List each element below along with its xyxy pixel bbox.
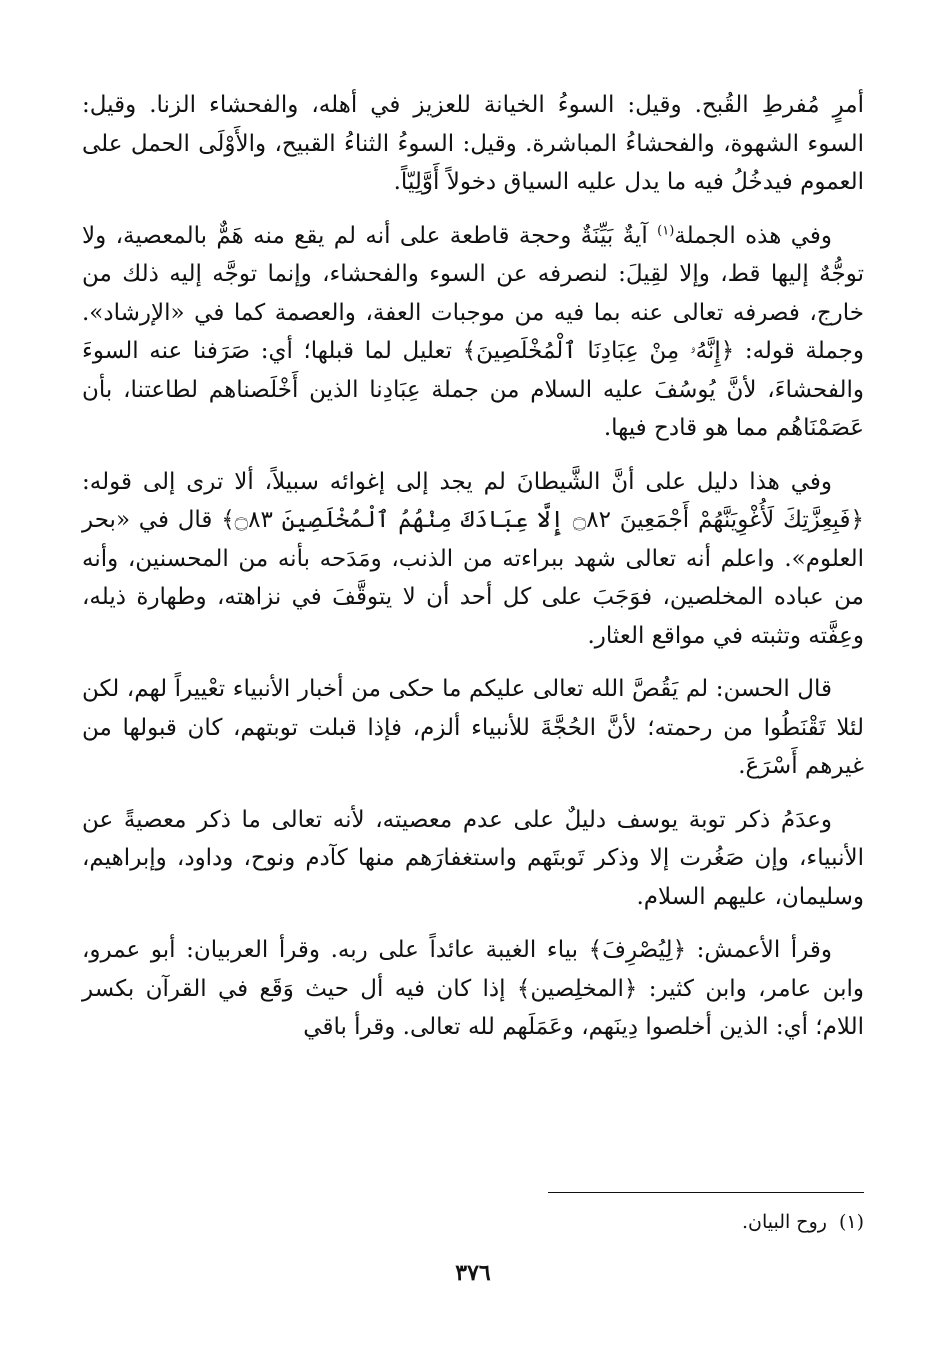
paragraph [82,931,864,1047]
footnote-number: (١) [838,1211,864,1233]
footnote-separator [548,1192,864,1193]
footnote [742,1208,864,1236]
paragraph-text: وفي هذا دليل على أنَّ الشَّيطانَ لم يجد إلى إغوائه سبيلاً، ألا ترى إلى قوله: ﴿فَبِعِزَّتِكَ لَأُغْوِيَنَّهُمْ أَجْمَعِينَ ۝٨٢ إِلَّا عِبَادَكَ مِنْهُمُ ٱلْمُخْلَصِينَ ۝٨٣﴾ قال في «بحر العلوم». واعلم أنه تعالى شهد ببراءته من الذنب، ومَدَحه بأنه من المحسنين، وأنه من عباده المخلصين، فوَجَبَ على كل أحد أن لا يتوقَّفَ في نزاهته، وطهارة ذيله، وعِفَّته وتثبته في مواقع العثار. [82,468,864,649]
footnote-text: روح البيان. [741,1211,827,1233]
paragraph [82,463,864,656]
paragraph-text: وقرأ الأعمش: ﴿لِيُصْرِفَ﴾ بياء الغيبة عائداً على ربه. وقرأ العربيان: أبو عمرو، وابن عامر، وابن كثير: ﴿المخلِصين﴾ إذا كان فيه أل حيث وَقَع في القرآن بكسر اللام؛ أي: الذين أخلصوا دِينَهم، وعَمَلَهم لله تعالى. وقرأ باقي [82,937,864,1040]
footnote-reference: (١) [657,222,675,238]
paragraph-text: وفي هذه الجملة [674,222,832,249]
page-number: ٣٧٦ [455,1260,491,1286]
main-text [82,86,864,1047]
paragraph-text: أمرٍ مُفرطِ القُبح. وقيل: السوءُ الخيانة للعزيز في أهله، والفحشاء الزنا. وقيل: السوء الشهوة، والفحشاءُ المباشرة. وقيل: السوءُ الثناءُ القبيح، والأَوْلَى الحمل على العموم فيدخُلُ فيه ما يدل عليه السياق دخولاً أَوَّلِيّاً. [82,92,864,195]
paragraph [82,801,864,917]
paragraph [82,86,864,202]
paragraph [82,217,864,448]
paragraph-text: وعدَمُ ذكر توبة يوسف دليلٌ على عدم معصيته، لأنه تعالى ما ذكر معصيةً عن الأنبياء، وإن صَغُرت إلا وذكر تَوبتَهم واستغفارَهم منها كآدم ونوح، وداود، وإبراهيم، وسليمان، عليهم السلام. [82,806,864,910]
paragraph [82,670,864,786]
paragraph-text: قال الحسن: لم يَقُصَّ الله تعالى عليكم ما حكى من أخبار الأنبياء تعْييراً لهم، لكن لئلا تَقْنَطُوا من رحمته؛ لأنَّ الحُجَّةَ للأنبياء ألزم، فإذا قبلت توبتهم، كان قبولها من غيرهم أَسْرَعَ. [82,676,864,779]
paragraph-text: آيةٌ بَيِّنَةٌ وحجة قاطعة على أنه لم يقع منه هَمٌّ بالمعصية، ولا توجُّهٌ إليها قط، وإلا لقِيلَ: لنصرفه عن السوء والفحشاء، وإنما توجَّه إليه ذلك من خارج، فصرفه تعالى عنه بما فيه من موجبات العفة، والعصمة كما في «الإرشاد». وجملة قوله: ﴿إِنَّهُۥ مِنْ عِبَادِنَا ٱلْمُخْلَصِينَ﴾ تعليل لما قبلها؛ أي: صَرَفنا عنه السوءَ والفحشاءَ، لأنَّ يُوسُفَ عليه السلام من جملة عِبَادِنا الذين أَخْلَصناهم لطاعتنا، بأن عَصَمْنَاهُم مما هو قادح فيها. [82,222,864,441]
